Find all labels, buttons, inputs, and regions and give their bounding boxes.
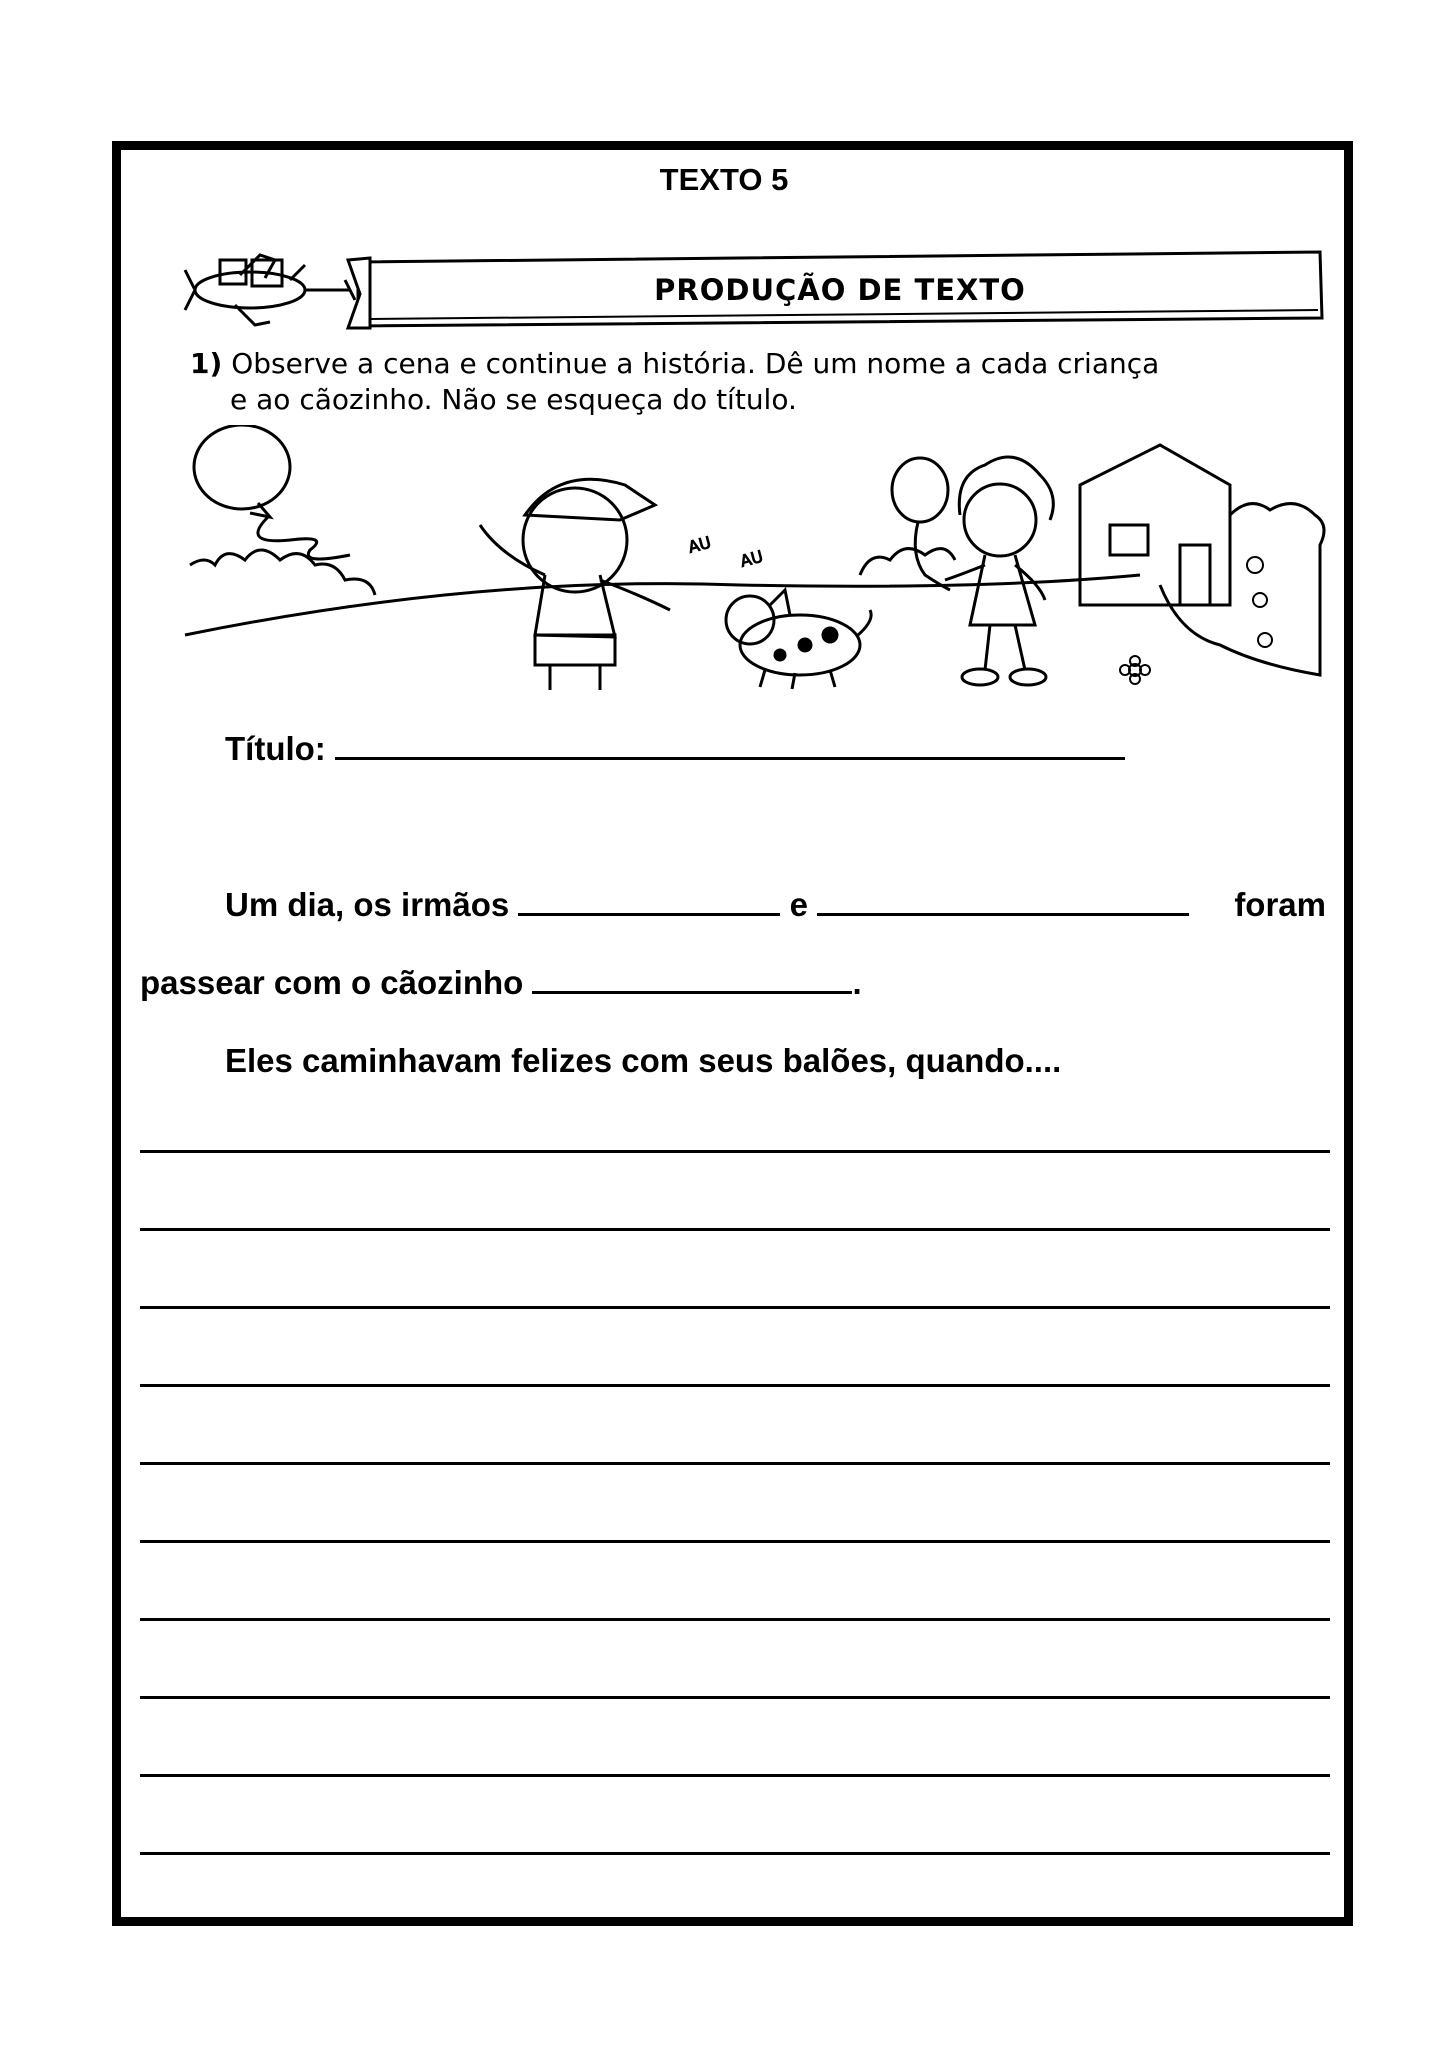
writing-line[interactable] [140,1618,1330,1621]
tree-right [1160,504,1324,675]
balloon-left [194,425,350,559]
dog-name-blank[interactable] [532,967,852,994]
writing-line[interactable] [140,1696,1330,1699]
title-label: Título: [225,730,326,767]
sentence-1-left [225,886,1189,924]
girl-figure [945,457,1053,685]
sentence-2-end: . [852,964,862,1001]
writing-line[interactable] [140,1852,1330,1855]
dog-figure [726,590,871,689]
name-blank-1[interactable] [518,889,780,916]
writing-line[interactable] [140,1462,1330,1465]
flower-icon [1120,656,1150,684]
scene-illustration [180,425,1340,690]
writing-line[interactable] [140,1228,1330,1231]
name-blank-2[interactable] [817,889,1189,916]
house-figure [1080,445,1230,605]
title-field-row [225,730,1125,768]
question-line-2: e ao cãozinho. Não se esqueça do título. [230,383,797,416]
question-line-1: Observe a cena e continue a história. Dê um nome a cada criança [231,347,1160,380]
question-number: 1) [190,347,223,380]
sentence-1-part-3: foram [1234,886,1326,923]
airplane-icon [185,255,350,325]
sentence-3: Eles caminhavam felizes com seus balões, quando.... [225,1042,1062,1079]
writing-line[interactable] [140,1306,1330,1309]
sentence-1-part-1: Um dia, os irmãos [225,886,510,923]
banner-label: PRODUÇÃO DE TEXTO [654,273,1026,307]
page-title: TEXTO 5 [659,162,789,197]
dog-sound-2: AU [738,546,765,571]
title-blank[interactable] [335,733,1125,760]
sentence-1-part-2: e [789,886,808,923]
sentence-2-part-1: passear com o cãozinho [140,964,524,1001]
writing-line[interactable] [140,1384,1330,1387]
bush-middle [860,549,955,575]
writing-line[interactable] [140,1774,1330,1777]
sentence-2-row [140,964,862,1002]
writing-line[interactable] [140,1150,1330,1153]
question-text [190,346,1340,418]
writing-line[interactable] [140,1540,1330,1543]
dog-sound-1: AU [686,532,713,557]
tree-swirls [1247,557,1272,647]
balloon-right [892,458,950,590]
